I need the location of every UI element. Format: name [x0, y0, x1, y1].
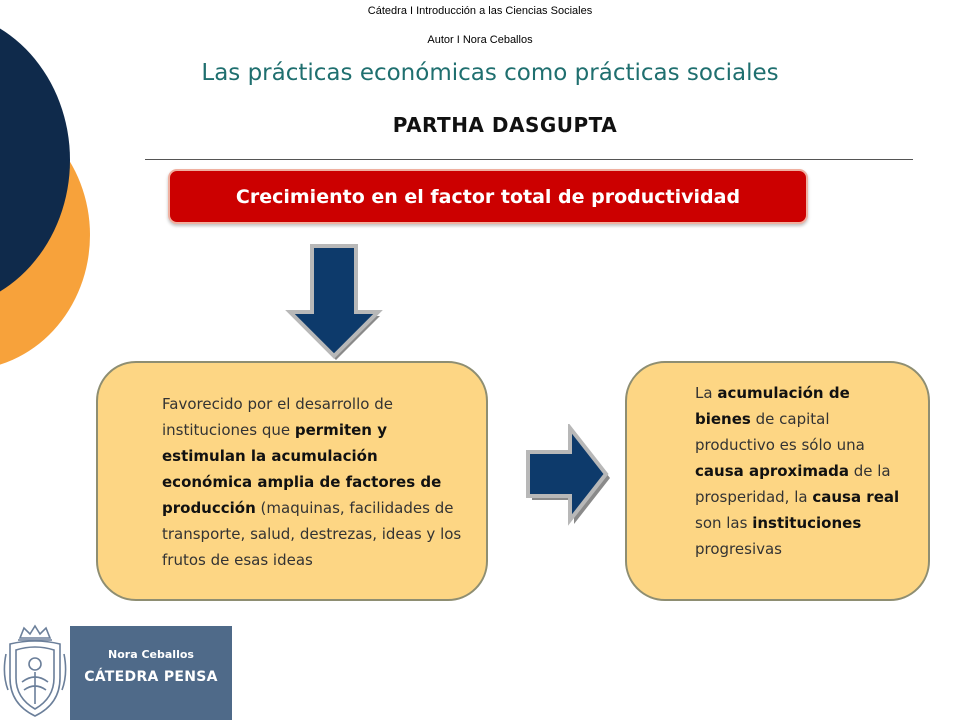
- right-text-5: progresivas: [695, 540, 782, 558]
- right-bold-1: acumulación de bienes: [695, 384, 850, 428]
- logo-catedra-name: CÁTEDRA PENSA: [84, 669, 218, 685]
- logo-author-name: Nora Ceballos: [108, 648, 194, 661]
- right-text-2: de capital productivo es sólo una: [695, 410, 865, 454]
- right-bold-4: instituciones: [752, 514, 862, 532]
- right-info-box: [625, 361, 930, 601]
- left-text-2: (maquinas, facilidades de transporte, salud, destrezas, ideas y los frutos de esas ideas: [162, 499, 462, 569]
- author-header: Autor I Nora Ceballos: [427, 34, 533, 46]
- left-bold-1: permiten y estimulan la acumulación económica amplia de factores de producción: [162, 421, 442, 517]
- slide-title: Las prácticas económicas como prácticas sociales: [201, 60, 779, 86]
- down-arrow-icon: [284, 242, 384, 362]
- right-bold-3: causa real: [812, 488, 900, 506]
- university-crest-icon: [2, 624, 68, 720]
- right-bold-2: causa aproximada: [695, 462, 849, 480]
- slide-subtitle: PARTHA DASGUPTA: [392, 113, 618, 137]
- right-text-4: son las: [695, 514, 753, 532]
- right-text-1: La: [695, 384, 718, 402]
- left-text-1: Favorecido por el desarrollo de instituciones que: [162, 395, 393, 439]
- productivity-banner: Crecimiento en el factor total de productividad: [168, 169, 808, 224]
- course-header: Cátedra I Introducción a las Ciencias Sociales: [367, 5, 593, 17]
- right-text-3: de la prosperidad, la: [695, 462, 891, 506]
- divider-line: [145, 159, 913, 160]
- left-info-box: [96, 361, 488, 601]
- catedra-logo: [70, 626, 232, 720]
- right-arrow-icon: [524, 424, 614, 528]
